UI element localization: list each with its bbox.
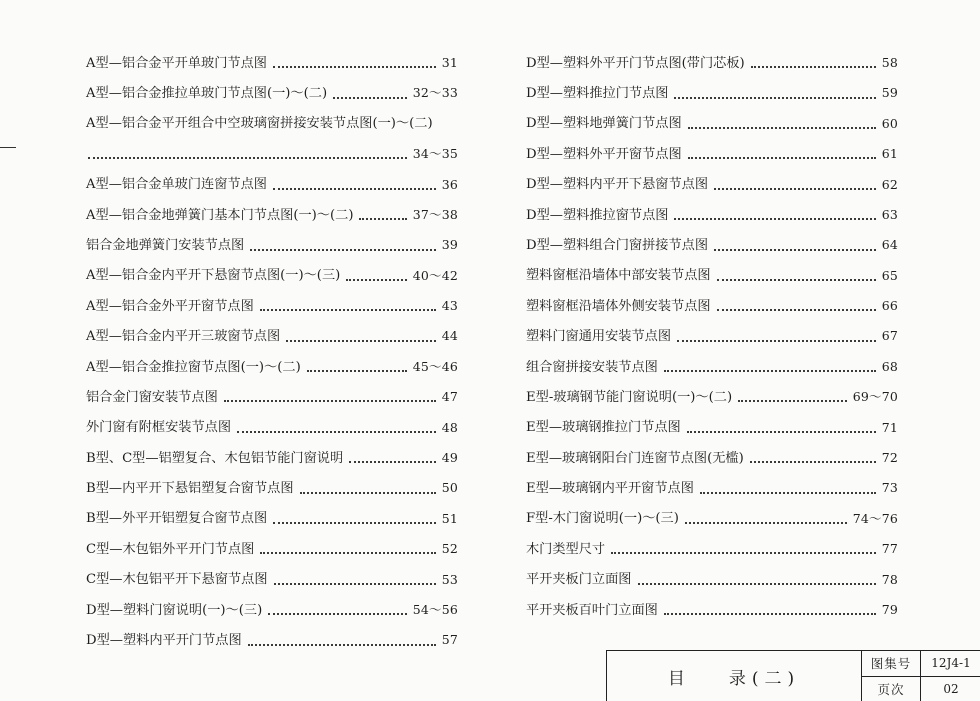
toc-entry-title: E型—玻璃钢阳台门连窗节点图(无槛) (526, 452, 744, 465)
toc-entry-page: 68 (882, 361, 898, 374)
dot-leader (273, 66, 436, 68)
toc-entry-title: A型—铝合金推拉窗节点图(一)～(二) (86, 361, 301, 374)
toc-entry (86, 48, 458, 78)
toc-entry-page: 44 (442, 330, 458, 343)
dot-leader (250, 249, 435, 251)
dot-leader (333, 97, 407, 99)
toc-entry-title: 木门类型尺寸 (526, 543, 605, 556)
toc-entry-page: 74～76 (853, 513, 898, 526)
toc-entry-title: A型—铝合金单玻门连窗节点图 (86, 178, 267, 191)
dot-leader (273, 522, 436, 524)
toc-entry-title: B型—内平开下悬铝塑复合窗节点图 (86, 482, 294, 495)
toc-entry-title: 组合窗拼接安装节点图 (526, 361, 658, 374)
toc-entry-title: E型—玻璃钢内平开窗节点图 (526, 482, 694, 495)
dot-leader (674, 218, 875, 220)
toc-entry-title: E型-玻璃钢节能门窗说明(一)～(二) (526, 391, 732, 404)
toc-entry-page: 37～38 (413, 209, 458, 222)
toc-entry-page: 32～33 (413, 87, 458, 100)
dot-leader (717, 279, 876, 281)
toc-entry-title: F型-木门窗说明(一)～(三) (526, 512, 679, 525)
toc-entry-page: 58 (882, 57, 898, 70)
toc-entry (86, 382, 458, 412)
dot-leader (751, 66, 876, 68)
toc-left-column (86, 48, 458, 656)
toc-entry-title: 塑料窗框沿墙体中部安装节点图 (526, 269, 711, 282)
dot-leader (224, 400, 436, 402)
toc-entry (86, 261, 458, 291)
toc-entry (86, 291, 458, 321)
toc-entry (86, 504, 458, 534)
toc-entry (86, 109, 458, 139)
dot-leader (664, 613, 876, 615)
page-number-row (862, 676, 980, 701)
toc-entry (526, 382, 898, 412)
toc-entry (86, 413, 458, 443)
toc-entry (526, 565, 898, 595)
title-block-info (862, 651, 980, 701)
toc-entry-title: 铝合金门窗安装节点图 (86, 391, 218, 404)
toc-entry-page: 43 (442, 300, 458, 313)
toc-entry (86, 170, 458, 200)
dot-leader (688, 127, 876, 129)
dot-leader (349, 461, 436, 463)
toc-entry (86, 230, 458, 260)
toc-entry-page: 66 (882, 300, 898, 313)
toc-entry-page: 45～46 (413, 361, 458, 374)
atlas-number-row (862, 651, 980, 676)
toc-entry (86, 595, 458, 625)
toc-entry-page: 72 (882, 452, 898, 465)
toc-entry-title: 平开夹板门立面图 (526, 573, 632, 586)
toc-entry (86, 139, 458, 169)
dot-leader (688, 157, 876, 159)
toc-entry (526, 48, 898, 78)
toc-entry-title: A型—铝合金外平开窗节点图 (86, 300, 254, 313)
dot-leader (738, 400, 847, 402)
toc-entry-title: D型—塑料地弹簧门节点图 (526, 117, 682, 130)
toc-entry (86, 200, 458, 230)
toc-entry-title: B型—外平开铝塑复合窗节点图 (86, 512, 267, 525)
toc-entry-title: 铝合金地弹簧门安装节点图 (86, 239, 244, 252)
toc-entry-title: A型—铝合金内平开下悬窗节点图(一)～(三) (86, 269, 340, 282)
toc-entry-title: D型—塑料推拉窗节点图 (526, 209, 668, 222)
toc-entry (526, 322, 898, 352)
toc-entry-page: 64 (882, 239, 898, 252)
toc-entry-page: 77 (882, 543, 898, 556)
toc-entry (526, 443, 898, 473)
toc-entry-title: D型—塑料内平开门节点图 (86, 634, 242, 647)
dot-leader (248, 644, 436, 646)
toc-entry (86, 625, 458, 655)
dot-leader (260, 309, 436, 311)
toc-entry-page: 48 (442, 422, 458, 435)
dot-leader (638, 583, 876, 585)
page-edge-mark (0, 147, 16, 148)
toc-entry-title: 平开夹板百叶门立面图 (526, 604, 658, 617)
toc-entry-page: 57 (442, 634, 458, 647)
dot-leader (274, 583, 436, 585)
dot-leader (677, 340, 876, 342)
dot-leader (286, 340, 436, 342)
title-block (606, 650, 980, 701)
dot-leader (273, 188, 436, 190)
toc-entry-title: D型—塑料内平开下悬窗节点图 (526, 178, 708, 191)
toc-entry (86, 78, 458, 108)
dot-leader (237, 431, 436, 433)
toc-entry-page: 50 (442, 482, 458, 495)
toc-entry (86, 473, 458, 503)
toc-entry (526, 473, 898, 503)
dot-leader (346, 279, 406, 281)
toc-entry-page: 34～35 (413, 148, 458, 161)
dot-leader (268, 613, 406, 615)
toc-entry (86, 534, 458, 564)
toc-entry (526, 200, 898, 230)
toc-entry-page: 49 (442, 452, 458, 465)
sheet-title-part-2: 录(二) (729, 664, 800, 689)
toc-entry-page: 36 (442, 179, 458, 192)
page-number-value: 02 (921, 677, 980, 701)
dot-leader (307, 370, 407, 372)
toc-entry-title: E型—玻璃钢推拉门节点图 (526, 421, 681, 434)
toc-entry-title: D型—塑料外平开窗节点图 (526, 148, 682, 161)
toc-entry (526, 261, 898, 291)
toc-entry-page: 73 (882, 482, 898, 495)
toc-entry-title: C型—木包铝外平开门节点图 (86, 543, 254, 556)
toc-entry-title: D型—塑料外平开门节点图(带门芯板) (526, 57, 745, 70)
toc-entry (526, 595, 898, 625)
atlas-number-label: 图集号 (862, 651, 921, 676)
toc-entry-title: A型—铝合金地弹簧门基本门节点图(一)～(二) (86, 209, 353, 222)
toc-entry-page: 79 (882, 604, 898, 617)
dot-leader (300, 492, 436, 494)
dot-leader (714, 249, 876, 251)
toc-entry (526, 170, 898, 200)
toc-entry-page: 47 (442, 391, 458, 404)
toc-entry-title: D型—塑料组合门窗拼接节点图 (526, 239, 708, 252)
atlas-number-value: 12J4-1 (921, 651, 980, 676)
toc-entry (86, 443, 458, 473)
dot-leader (260, 552, 435, 554)
toc-entry-title: 塑料窗框沿墙体外侧安装节点图 (526, 300, 711, 313)
toc-entry-page: 61 (882, 148, 898, 161)
dot-leader (359, 218, 406, 220)
toc-entry-page: 54～56 (413, 604, 458, 617)
toc-entry-title: A型—铝合金平开单玻门节点图 (86, 57, 267, 70)
sheet-title-part-1: 目 (668, 664, 691, 689)
dot-leader (717, 309, 876, 311)
toc-entry-title: B型、C型—铝塑复合、木包铝节能门窗说明 (86, 452, 343, 465)
toc-entry-page: 59 (882, 87, 898, 100)
toc-entry-page: 71 (882, 422, 898, 435)
dot-leader (750, 461, 876, 463)
toc-entry-page: 53 (442, 574, 458, 587)
toc-entry (526, 78, 898, 108)
page-number-label: 页次 (862, 677, 921, 701)
toc-entry-page: 69～70 (853, 391, 898, 404)
toc-right-column (526, 48, 898, 625)
toc-entry-title: A型—铝合金平开组合中空玻璃窗拼接安装节点图(一)～(二) (86, 117, 433, 130)
toc-entry-page: 62 (882, 179, 898, 192)
dot-leader (685, 522, 847, 524)
toc-entry (526, 352, 898, 382)
toc-entry-page: 60 (882, 118, 898, 131)
toc-entry-page: 51 (442, 513, 458, 526)
toc-entry (526, 291, 898, 321)
toc-entry (526, 139, 898, 169)
dot-leader (664, 370, 876, 372)
toc-entry-title: D型—塑料门窗说明(一)～(三) (86, 604, 262, 617)
dot-leader (611, 552, 876, 554)
dot-leader (687, 431, 876, 433)
toc-entry-page: 65 (882, 270, 898, 283)
toc-entry-title: C型—木包铝平开下悬窗节点图 (86, 573, 268, 586)
toc-entry (526, 109, 898, 139)
toc-entry (526, 534, 898, 564)
toc-entry-page: 39 (442, 239, 458, 252)
toc-entry-page: 52 (442, 543, 458, 556)
dot-leader (674, 97, 875, 99)
dot-leader (700, 492, 876, 494)
toc-entry-page: 40～42 (413, 270, 458, 283)
toc-entry-title: A型—铝合金推拉单玻门节点图(一)～(二) (86, 87, 327, 100)
sheet-title (607, 651, 862, 701)
toc-entry-page: 67 (882, 330, 898, 343)
dot-leader (714, 188, 876, 190)
toc-entry (526, 413, 898, 443)
toc-entry-page: 63 (882, 209, 898, 222)
toc-entry (86, 322, 458, 352)
toc-entry (526, 504, 898, 534)
toc-entry-title: 塑料门窗通用安装节点图 (526, 330, 671, 343)
toc-entry-title: D型—塑料推拉门节点图 (526, 87, 668, 100)
toc-entry-title: A型—铝合金内平开三玻窗节点图 (86, 330, 280, 343)
toc-entry-page: 78 (882, 574, 898, 587)
toc-entry (86, 565, 458, 595)
toc-entry-title: 外门窗有附框安装节点图 (86, 421, 231, 434)
dot-leader (88, 157, 407, 159)
toc-entry (526, 230, 898, 260)
toc-entry-page: 31 (442, 57, 458, 70)
toc-entry (86, 352, 458, 382)
